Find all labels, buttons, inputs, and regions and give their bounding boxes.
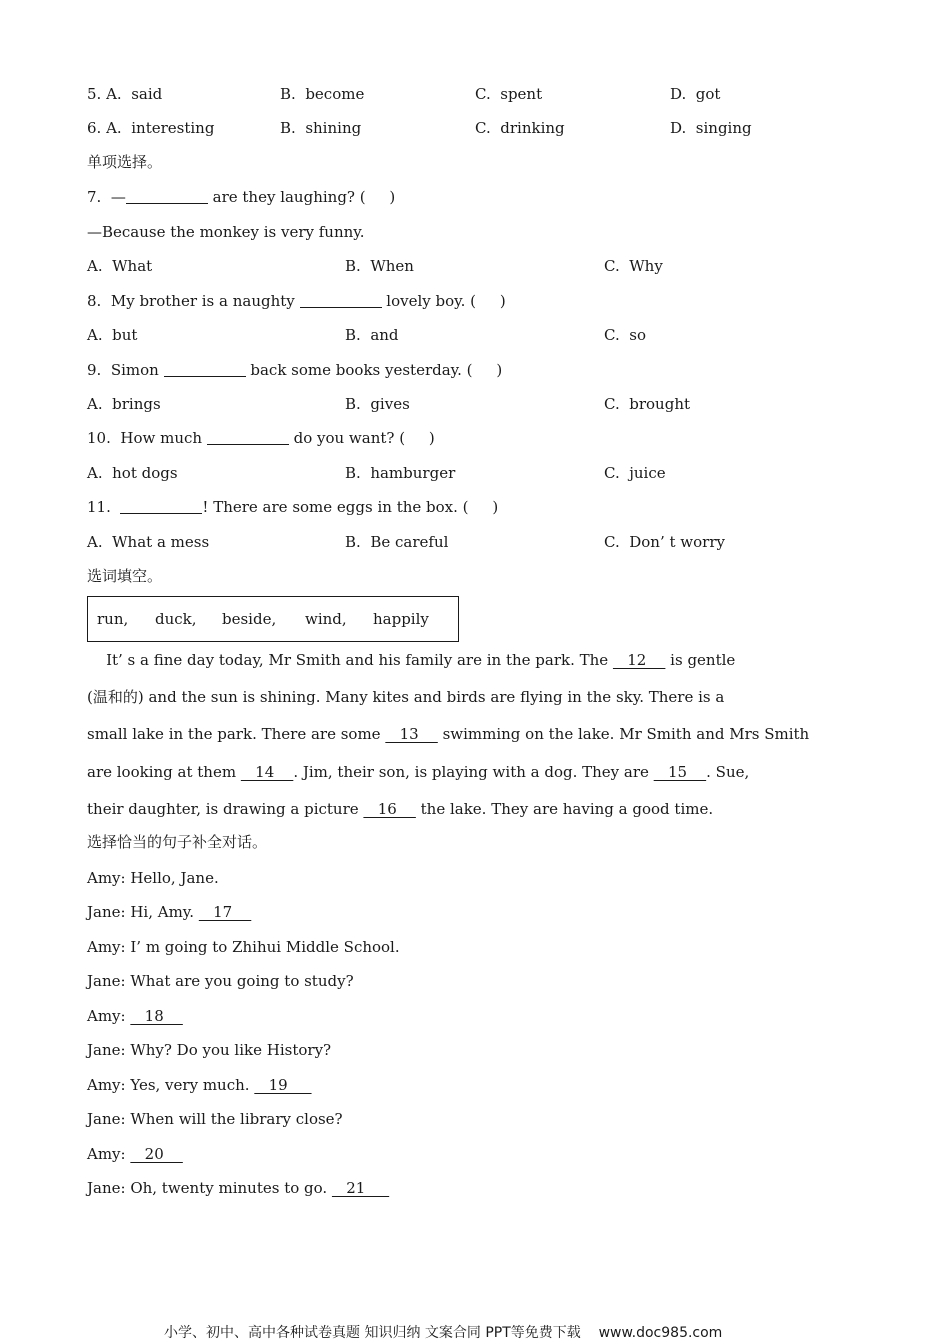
- dialogue-line: Amy: 18: [87, 1007, 183, 1025]
- q10-option-b: B. hamburger: [345, 464, 456, 482]
- q6-option-a: 6. A. interesting: [87, 119, 215, 137]
- word-bank-item: wind,: [305, 610, 347, 628]
- q9-option-c: C. brought: [604, 395, 691, 413]
- word-bank-item: run,: [97, 610, 129, 628]
- q10-option-c: C. juice: [604, 464, 666, 482]
- page-footer: 小学、初中、高中各种试卷真题 知识归纳 文案合同 PPT等免费下载 www.doc985.com: [164, 1325, 723, 1341]
- blank-17: 17: [198, 903, 252, 921]
- q6-option-d: D. singing: [670, 119, 752, 137]
- dialogue-line: Amy: 20: [87, 1145, 183, 1163]
- q6-option-c: C. drinking: [475, 119, 565, 137]
- passage-line-4: are looking at them 14 . Jim, their son, is playing with a dog. They are 15 . Sue,: [87, 763, 750, 781]
- q11-option-a: A. What a mess: [87, 533, 210, 551]
- dialogue-line: Amy: Hello, Jane.: [87, 869, 219, 887]
- passage-line-5: their daughter, is drawing a picture 16 the lake. They are having a good time.: [87, 800, 714, 818]
- passage-line-1: It’ s a fine day today, Mr Smith and his family are in the park. The 12 is gentle: [87, 651, 736, 669]
- dialogue-line: Jane: Oh, twenty minutes to go. 21: [87, 1179, 390, 1197]
- dialogue-line: Jane: Hi, Amy. 17: [87, 903, 252, 921]
- word-bank-item: duck,: [155, 610, 197, 628]
- q8-stem: 8. My brother is a naughty lovely boy. ( ): [87, 292, 506, 310]
- dialogue-line: Amy: I’ m going to Zhihui Middle School.: [87, 938, 400, 956]
- passage-line-3: small lake in the park. There are some 13 swimming on the lake. Mr Smith and Mrs Smith: [87, 725, 810, 743]
- blank-19: 19: [254, 1076, 312, 1094]
- section-heading-dialogue: 选择恰当的句子补全对话。: [87, 833, 268, 851]
- blank-18: 18: [130, 1007, 183, 1025]
- q5-option-a: 5. A. said: [87, 85, 163, 103]
- section-heading-word-fill: 选词填空。: [87, 567, 163, 585]
- q8-option-c: C. so: [604, 326, 646, 344]
- q7-option-b: B. When: [345, 257, 414, 275]
- q9-blank: [164, 362, 246, 377]
- q9-option-a: A. brings: [87, 395, 161, 413]
- blank-14: 14: [240, 763, 294, 781]
- passage-line-2: (温和的) and the sun is shining. Many kites and birds are flying in the sky. There is a: [87, 688, 725, 706]
- q7-option-a: A. What: [87, 257, 153, 275]
- q7-answer-line: —Because the monkey is very funny.: [87, 223, 365, 241]
- q11-option-b: B. Be careful: [345, 533, 449, 551]
- word-bank-box: [87, 596, 459, 642]
- dialogue-line: Jane: Why? Do you like History?: [87, 1041, 332, 1059]
- q10-blank: [207, 430, 289, 445]
- section-heading-single-choice: 单项选择。: [87, 153, 163, 171]
- word-bank-item: happily: [373, 610, 429, 628]
- q11-blank: [120, 499, 202, 514]
- blank-16: 16: [363, 800, 416, 818]
- blank-13: 13: [385, 725, 438, 743]
- q5-option-b: B. become: [280, 85, 365, 103]
- dialogue-line: Jane: When will the library close?: [87, 1110, 343, 1128]
- blank-15: 15: [653, 763, 707, 781]
- q5-option-c: C. spent: [475, 85, 543, 103]
- blank-12: 12: [612, 651, 666, 669]
- blank-21: 21: [331, 1179, 390, 1197]
- dialogue-line: Jane: What are you going to study?: [87, 972, 354, 990]
- q8-blank: [300, 293, 382, 308]
- q7-option-c: C. Why: [604, 257, 663, 275]
- q9-stem: 9. Simon back some books yesterday. ( ): [87, 361, 503, 379]
- q8-option-b: B. and: [345, 326, 399, 344]
- blank-20: 20: [130, 1145, 183, 1163]
- q7-stem: 7. — are they laughing? ( ): [87, 188, 396, 206]
- q11-option-c: C. Don’ t worry: [604, 533, 725, 551]
- q7-blank: [126, 189, 208, 204]
- q10-option-a: A. hot dogs: [87, 464, 178, 482]
- q9-option-b: B. gives: [345, 395, 410, 413]
- q11-stem: 11. ! There are some eggs in the box. ( ): [87, 498, 499, 516]
- word-bank-item: beside,: [222, 610, 277, 628]
- q8-option-a: A. but: [87, 326, 138, 344]
- q10-stem: 10. How much do you want? ( ): [87, 429, 435, 447]
- q6-option-b: B. shining: [280, 119, 362, 137]
- dialogue-line: Amy: Yes, very much. 19: [87, 1076, 312, 1094]
- q5-option-d: D. got: [670, 85, 721, 103]
